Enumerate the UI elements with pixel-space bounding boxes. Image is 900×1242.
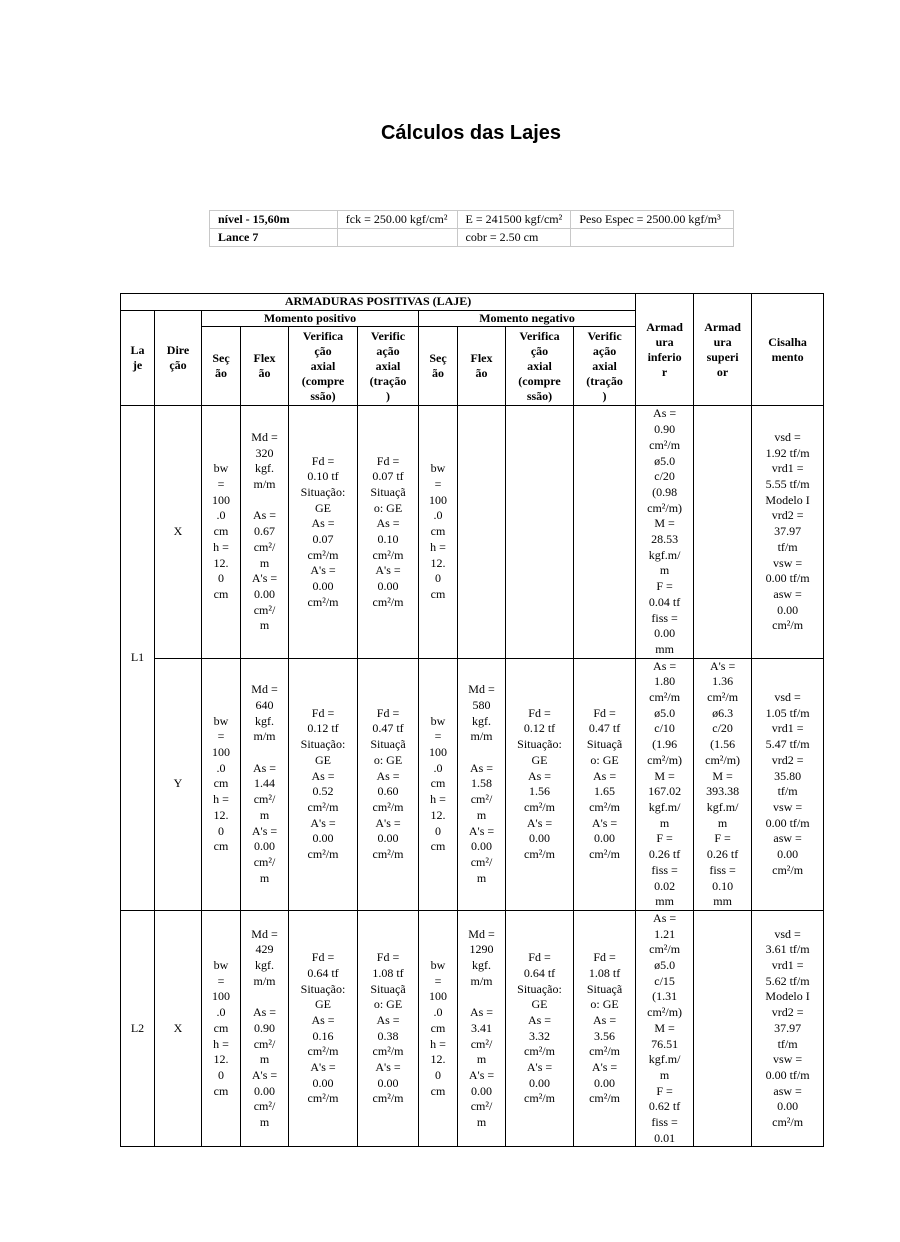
elasticity-value: E = 241500 kgf/cm² [457, 211, 571, 229]
flexure-neg-cell: Md = 1290 kgf. m/m As = 3.41 cm²/ m A's = 0.00 cm²/ m [458, 910, 506, 1147]
header-direcao: Dire ção [155, 310, 202, 406]
header-secao-neg: Seç ão [419, 327, 458, 406]
table-row [121, 406, 824, 658]
lower-reinforcement-cell: As = 1.21 cm²/m ø5.0 c/15 (1.31 cm²/m) M = 76.51 kgf.m/ m F = 0.62 tf fiss = 0.01 [636, 910, 694, 1147]
section-neg-cell: bw = 100 .0 cm h = 12. 0 cm [419, 658, 458, 910]
header-laje: La je [121, 310, 155, 406]
flexure-neg-cell [458, 406, 506, 658]
table-row [121, 658, 824, 910]
section-cell: bw = 100 .0 cm h = 12. 0 cm [202, 910, 241, 1147]
header-arm-superior: Armad ura superi or [694, 294, 752, 406]
axial-compression-cell: Fd = 0.12 tf Situação: GE As = 0.52 cm²/m A's = 0.00 cm²/m [289, 658, 358, 910]
axial-compression-neg-cell [506, 406, 574, 658]
empty-cell [571, 229, 734, 247]
section-neg-cell: bw = 100 .0 cm h = 12. 0 cm [419, 406, 458, 658]
table-title: ARMADURAS POSITIVAS (LAJE) [121, 294, 636, 311]
header-flexao-neg: Flex ão [458, 327, 506, 406]
header-momento-negativo: Momento negativo [419, 310, 636, 327]
direction-cell: Y [155, 658, 202, 910]
upper-reinforcement-cell [694, 406, 752, 658]
header-momento-positivo: Momento positivo [202, 310, 419, 327]
flexure-cell: Md = 429 kgf. m/m As = 0.90 cm²/ m A's = 0.00 cm²/ m [241, 910, 289, 1147]
header-flexao: Flex ão [241, 327, 289, 406]
lower-reinforcement-cell: As = 1.80 cm²/m ø5.0 c/10 (1.96 cm²/m) M = 167.02 kgf.m/ m F = 0.26 tf fiss = 0.02 mm [636, 658, 694, 910]
direction-cell: X [155, 406, 202, 658]
shear-cell: vsd = 3.61 tf/m vrd1 = 5.62 tf/m Modelo I vrd2 = 37.97 tf/m vsw = 0.00 tf/m asw = 0.00 cm²/m [752, 910, 824, 1147]
empty-cell [337, 229, 457, 247]
axial-compression-neg-cell: Fd = 0.64 tf Situação: GE As = 3.32 cm²/m A's = 0.00 cm²/m [506, 910, 574, 1147]
section-neg-cell: bw = 100 .0 cm h = 12. 0 cm [419, 910, 458, 1147]
fck-value: fck = 250.00 kgf/cm² [337, 211, 457, 229]
laje-cell: L2 [121, 910, 155, 1147]
axial-tension-cell: Fd = 1.08 tf Situaçã o: GE As = 0.38 cm²/m A's = 0.00 cm²/m [358, 910, 419, 1147]
header-verif-tracao-neg: Verific ação axial (tração ) [574, 327, 636, 406]
table-title-row [121, 294, 824, 311]
shear-cell: vsd = 1.05 tf/m vrd1 = 5.47 tf/m vrd2 = 35.80 tf/m vsw = 0.00 tf/m asw = 0.00 cm²/m [752, 658, 824, 910]
header-arm-inferior: Armad ura inferio r [636, 294, 694, 406]
laje-cell: L1 [121, 406, 155, 911]
axial-compression-cell: Fd = 0.10 tf Situação: GE As = 0.07 cm²/m A's = 0.00 cm²/m [289, 406, 358, 658]
parameters-row [210, 211, 734, 229]
section-cell: bw = 100 .0 cm h = 12. 0 cm [202, 658, 241, 910]
axial-tension-cell: Fd = 0.47 tf Situaçã o: GE As = 0.60 cm²/m A's = 0.00 cm²/m [358, 658, 419, 910]
flexure-cell: Md = 320 kgf. m/m As = 0.67 cm²/ m A's = 0.00 cm²/ m [241, 406, 289, 658]
axial-tension-neg-cell [574, 406, 636, 658]
header-verif-compressao: Verifica ção axial (compre ssão) [289, 327, 358, 406]
cover-value: cobr = 2.50 cm [457, 229, 571, 247]
parameters-table [209, 210, 734, 247]
direction-cell: X [155, 910, 202, 1147]
axial-tension-neg-cell: Fd = 0.47 tf Situaçã o: GE As = 1.65 cm²/m A's = 0.00 cm²/m [574, 658, 636, 910]
level-label: nível - 15,60m [210, 211, 338, 229]
header-secao: Seç ão [202, 327, 241, 406]
axial-tension-cell: Fd = 0.07 tf Situaçã o: GE As = 0.10 cm²/m A's = 0.00 cm²/m [358, 406, 419, 658]
section-cell: bw = 100 .0 cm h = 12. 0 cm [202, 406, 241, 658]
page-title: Cálculos das Lajes [380, 122, 562, 144]
parameters-row [210, 229, 734, 247]
flexure-neg-cell: Md = 580 kgf. m/m As = 1.58 cm²/ m A's = 0.00 cm²/ m [458, 658, 506, 910]
reinforcement-table [120, 293, 824, 1147]
lance-label: Lance 7 [210, 229, 338, 247]
upper-reinforcement-cell [694, 910, 752, 1147]
flexure-cell: Md = 640 kgf. m/m As = 1.44 cm²/ m A's = 0.00 cm²/ m [241, 658, 289, 910]
upper-reinforcement-cell: A's = 1.36 cm²/m ø6.3 c/20 (1.56 cm²/m) M = 393.38 kgf.m/ m F = 0.26 tf fiss = 0.10 mm [694, 658, 752, 910]
lower-reinforcement-cell: As = 0.90 cm²/m ø5.0 c/20 (0.98 cm²/m) M = 28.53 kgf.m/ m F = 0.04 tf fiss = 0.00 mm [636, 406, 694, 658]
header-verif-compressao-neg: Verifica ção axial (compre ssão) [506, 327, 574, 406]
axial-compression-neg-cell: Fd = 0.12 tf Situação: GE As = 1.56 cm²/m A's = 0.00 cm²/m [506, 658, 574, 910]
table-row [121, 910, 824, 1147]
axial-tension-neg-cell: Fd = 1.08 tf Situaçã o: GE As = 3.56 cm²/m A's = 0.00 cm²/m [574, 910, 636, 1147]
header-cisalhamento: Cisalha mento [752, 294, 824, 406]
axial-compression-cell: Fd = 0.64 tf Situação: GE As = 0.16 cm²/m A's = 0.00 cm²/m [289, 910, 358, 1147]
header-verif-tracao: Verific ação axial (tração ) [358, 327, 419, 406]
specific-weight-value: Peso Espec = 2500.00 kgf/m³ [571, 211, 734, 229]
shear-cell: vsd = 1.92 tf/m vrd1 = 5.55 tf/m Modelo I vrd2 = 37.97 tf/m vsw = 0.00 tf/m asw = 0.00 cm²/m [752, 406, 824, 658]
